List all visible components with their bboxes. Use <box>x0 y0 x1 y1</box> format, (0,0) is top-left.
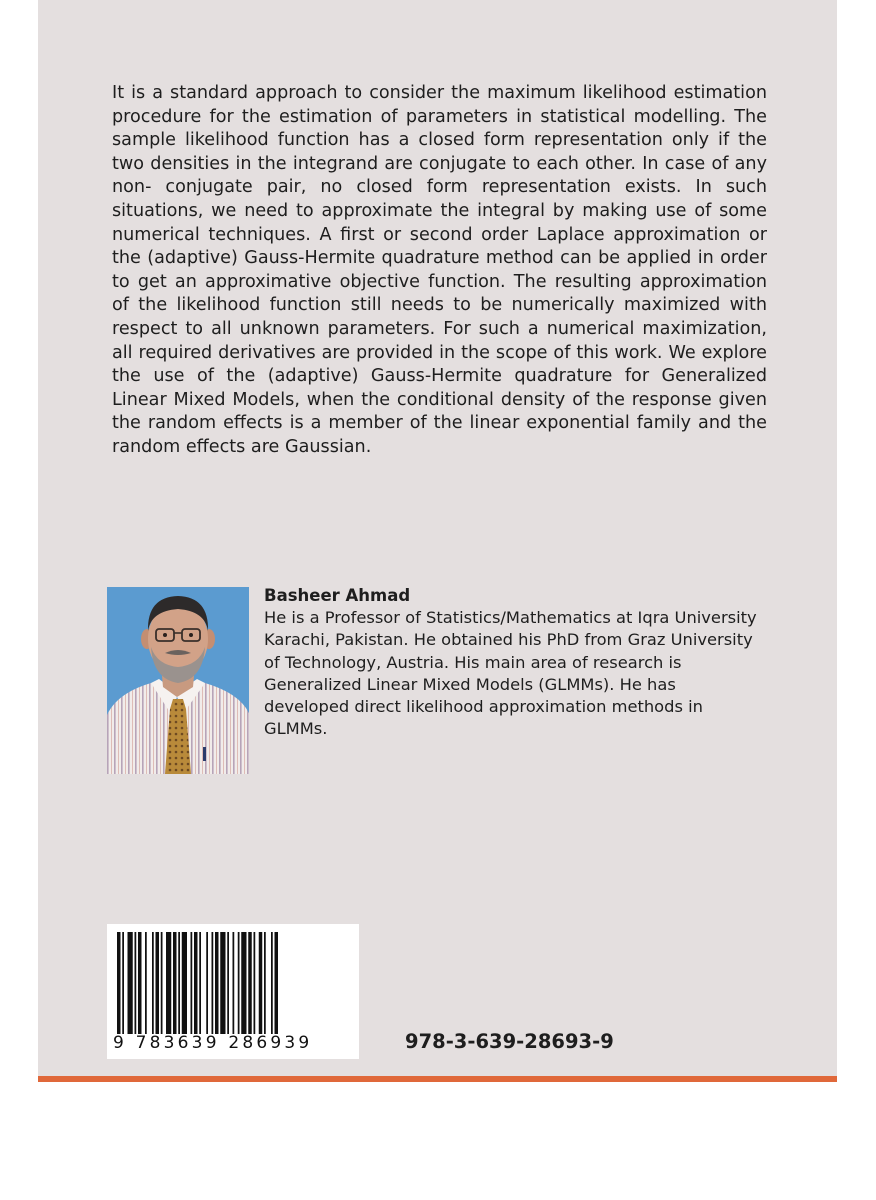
barcode-bar <box>212 932 214 1034</box>
barcode-bar <box>166 932 171 1034</box>
barcode-bar <box>182 932 187 1034</box>
barcode-bar <box>271 932 273 1034</box>
author-name: Basheer Ahmad <box>264 586 411 605</box>
barcode-bar <box>156 932 160 1034</box>
isbn-barcode <box>107 924 359 1059</box>
barcode-bar <box>233 932 235 1034</box>
barcode-bar <box>161 932 163 1034</box>
barcode-bar <box>122 932 124 1034</box>
author-bio: He is a Professor of Statistics/Mathematics at Iqra University Karachi, Pakistan. He obtained his PhD from Graz University of Technology, Austria. His main area of research is Generalized Linear Mixed Models (GLMMs). He has developed direct likelihood approximation methods in GLMMs. <box>264 608 757 739</box>
barcode-bar <box>259 932 263 1034</box>
barcode-bar <box>220 932 225 1034</box>
barcode-bar <box>145 932 147 1034</box>
barcode-bar <box>238 932 240 1034</box>
barcode-bar <box>206 932 208 1034</box>
barcode-bar <box>128 932 133 1034</box>
barcode-bar <box>135 932 137 1034</box>
barcode-bar <box>178 932 180 1034</box>
barcode-bar <box>117 932 121 1034</box>
barcode-bar <box>264 932 266 1034</box>
barcode-bar <box>215 932 219 1034</box>
barcode-bar <box>199 932 201 1034</box>
barcode-bar <box>254 932 256 1034</box>
barcode-bar <box>227 932 229 1034</box>
barcode-bar <box>194 932 198 1034</box>
book-description: It is a standard approach to consider the maximum likelihood estimation procedure for the estimation of parameters in statistical modelling. The sample likelihood function has a closed form representation only if the two densities in the integrand are conjugate to each other. In case of any non- conjugate pair, no closed form representation exists. In such situations, we need to approximate the integral by making use of some numerical techniques. A first or second order Laplace approximation or the (adaptive) Gauss-Hermite quadrature method can be applied in order to get an approximative objective function. The resulting approximation of the likelihood function still needs to be numerically maximized with respect to all unknown parameters. For such a numerical maximization, all required derivatives are provided in the scope of this work. We explore the use of the (adaptive) Gauss-Hermite quadrature for Generalized Linear Mixed Models, when the conditional density of the response given the random effects is a member of the linear exponential family and the random effects are Gaussian. <box>112 83 767 457</box>
barcode-digits: 9 783639 286939 <box>113 1033 313 1053</box>
isbn-number: 978-3-639-28693-9 <box>405 1030 614 1053</box>
barcode-bar <box>241 932 246 1034</box>
accent-bar <box>38 1076 837 1082</box>
barcode-bar <box>173 932 177 1034</box>
author-photo <box>107 587 249 774</box>
barcode-bar <box>138 932 142 1034</box>
barcode-bar <box>248 932 252 1034</box>
barcode-bar <box>152 932 154 1034</box>
barcode-bar <box>191 932 193 1034</box>
barcode-bar <box>275 932 279 1034</box>
